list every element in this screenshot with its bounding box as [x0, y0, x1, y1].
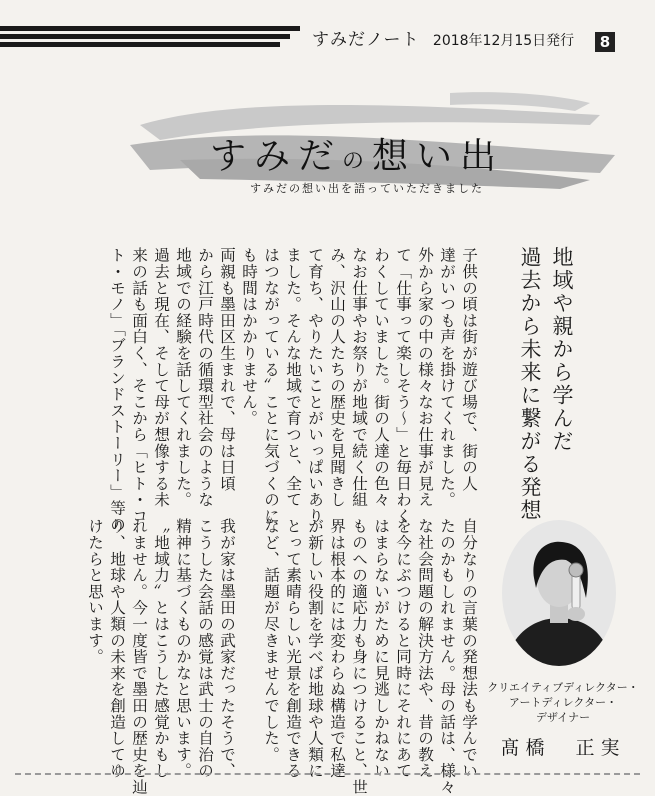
profile-role-line: デザイナー [535, 711, 591, 724]
title-particle: の [342, 149, 373, 174]
body-column: はまらないがために見逃しかねない [372, 518, 390, 779]
body-column: など、話題が尽きませんでした。 [262, 518, 280, 763]
body-column: も時間はかかりません。 [240, 247, 258, 427]
header-bar [0, 26, 300, 31]
publication-title: すみだノート [312, 30, 420, 50]
body-column: とって素晴らしい光景を創造できる [284, 518, 302, 779]
page-number: 8 [595, 32, 615, 52]
header-bar [0, 34, 290, 39]
body-column: 地域での経験を話してくれました。 [174, 247, 192, 508]
body-column: から江戸時代の循環型社会のような [196, 247, 214, 508]
body-column: なお仕事やお祭りが地域で続く仕組 [350, 247, 368, 508]
title-part1: すみだ [210, 136, 343, 177]
body-column: み、沢山の人たちの歴史を見聞きし [328, 247, 346, 508]
header-bar [0, 42, 280, 47]
body-column: こうした会話の感覚は武士の自治の [196, 518, 214, 779]
feature-title [210, 128, 504, 179]
body-column: て育ち、やりたいことがいっぱいあり [306, 247, 324, 525]
body-column: 自分なりの言葉の発想法も学んでい [460, 518, 478, 779]
body-column: 両親も墨田区生まれで、母は日頃 [218, 247, 236, 492]
body-column: 過去と現在、そして母が想像する未 [152, 247, 170, 508]
body-column: けたらと思います。 [86, 518, 104, 665]
body-column: ものへの適応力も身につけること、世 [350, 518, 368, 796]
body-column: れません。今一度皆で墨田の歴史を辿 [130, 518, 148, 796]
body-column: 精神に基づくものかなと思います。 [174, 518, 192, 779]
title-part2: 想い出 [372, 136, 505, 177]
headline-line2: 過去から未来に繋がる発想 [518, 246, 542, 522]
body-column: 界は根本的には変わらぬ構造で私達 [328, 518, 346, 779]
body-column: な社会問題の解決方法や、昔の教え [416, 518, 434, 779]
profile-name: 髙橋 正実 [500, 737, 626, 759]
body-column: て「仕事って楽しそう～」と毎日わく [394, 247, 412, 525]
body-column: 達がいつも声を掛けてくれました。 [438, 247, 456, 508]
body-column: 来の話も面白く、そこから「ヒト・コ [130, 247, 148, 525]
profile-role-line: アートディレクター・ [508, 696, 618, 709]
body-column: 〝地域力〟とはこうした感覚かもし [152, 518, 170, 779]
profile-role [478, 680, 648, 725]
issue-date: 2018年12月15日発行 [432, 33, 575, 49]
profile-role-line: クリエイティブディレクター・ [487, 681, 639, 694]
body-column: ました。そんな地域で育つと、全て [284, 247, 302, 508]
body-column: り、地球や人類の未来を創造してゆ [108, 518, 126, 779]
body-column: 外から家の中の様々なお仕事が見え [416, 247, 434, 508]
body-column: が新しい役割を学べば地球や人類に [306, 518, 324, 779]
body-column: たのかもしれません。母の話は、様々 [438, 518, 456, 796]
body-column: はつながっている〟ことに気づくのに [262, 247, 280, 525]
body-column: を今にぶつけると同時にそれにあて [394, 518, 412, 779]
bottom-divider [15, 773, 640, 775]
body-column: 我が家は墨田の武家だったそうで、 [218, 518, 236, 779]
feature-subtitle: すみだの想い出を語っていただきました [250, 182, 484, 195]
body-column: ト・モノ」「ブランドストーリー」等の [108, 247, 126, 533]
headline-line1: 地域や親から学んだ [550, 246, 574, 453]
header-text [312, 30, 580, 51]
body-column: わくしていました。街の人達の色々 [372, 247, 390, 508]
body-column: 子供の頃は街が遊び場で、街の人 [460, 247, 478, 492]
portrait-photo [500, 518, 618, 668]
